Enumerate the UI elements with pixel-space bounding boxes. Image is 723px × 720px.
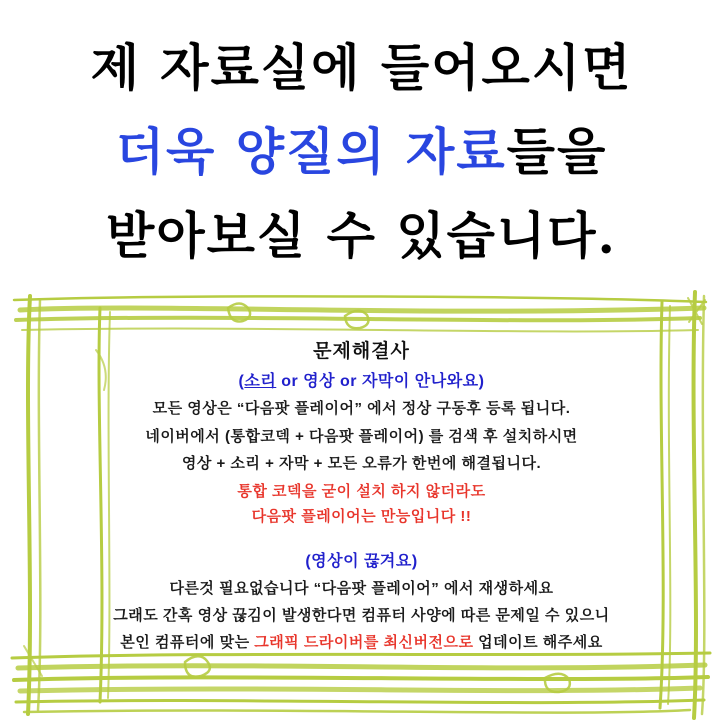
headline-line2 (0, 112, 723, 184)
headline-line2-rest: 들을 (506, 122, 608, 181)
solver-title: 문제해결사 (313, 341, 410, 362)
audio-issue-heading (0, 368, 723, 391)
stutter-step-1: 다른것 필요없습니다 “다음팟 플레이어” 에서 재생하세요 (169, 580, 554, 597)
solver-step-3: 영상 + 소리 + 자막 + 모든 오류가 한번에 해결됩니다. (181, 455, 542, 472)
update-highlight: 그래픽 드라이버를 최신버전으로 (254, 634, 474, 651)
warning-line-2: 다음팟 플레이어는 만능입니다 !! (251, 508, 472, 525)
headline-line2-highlight: 더욱 양질의 자료 (115, 122, 507, 181)
stutter-step-2: 그래도 간혹 영상 끊김이 발생한다면 컴퓨터 사양에 따른 문제일 수 있으니 (113, 607, 610, 624)
headline-line1: 제 자료실에 들어오시면 (90, 38, 633, 97)
update-instruction (0, 631, 723, 652)
headline-line3: 받아보실 수 있습니다. (106, 206, 617, 265)
audio-issue-rest: or 영상 or 자막이 안나와요) (276, 373, 485, 390)
warning-line-1: 통합 코덱을 굳이 설치 하지 않더라도 (237, 483, 486, 500)
audio-issue-open: ( (238, 373, 245, 390)
stutter-issue-heading: (영상이 끊겨요) (305, 553, 418, 570)
audio-issue-underlined: 소리 (244, 373, 277, 390)
update-suffix: 업데이트 해주세요 (473, 634, 603, 651)
update-prefix: 본인 컴퓨터에 맞는 (120, 634, 255, 651)
solver-step-1: 모든 영상은 “다음팟 플레이어” 에서 정상 구동후 등록 됩니다. (152, 400, 571, 417)
solver-step-2: 네이버에서 (통합코덱 + 다음팟 플레이어) 를 검색 후 설치하시면 (145, 428, 578, 445)
